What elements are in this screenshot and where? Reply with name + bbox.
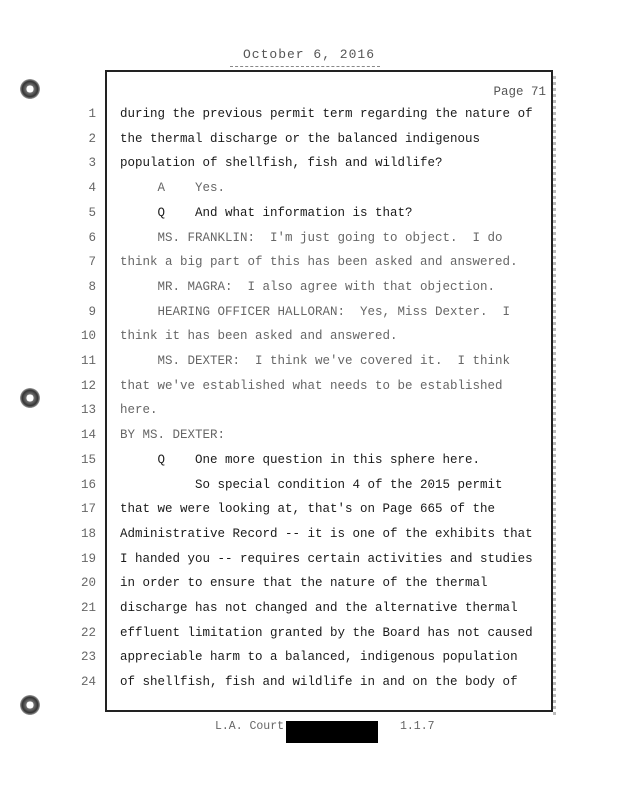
transcript-line: [0, 626, 618, 651]
line-text: Q And what information is that?: [120, 205, 413, 220]
line-text: appreciable harm to a balanced, indigenous population: [120, 650, 518, 665]
transcript-line: [0, 231, 618, 256]
line-number: 19: [80, 551, 96, 566]
transcript-line: [0, 280, 618, 305]
transcript-line: [0, 255, 618, 280]
line-number: 14: [80, 428, 96, 443]
line-number: 10: [80, 329, 96, 344]
line-text: that we've established what needs to be established: [120, 378, 503, 393]
transcript-line: [0, 354, 618, 379]
line-number: 17: [80, 502, 96, 517]
line-number: 20: [80, 576, 96, 591]
line-number: 12: [80, 378, 96, 393]
transcript-line: [0, 305, 618, 330]
line-text: A Yes.: [120, 181, 226, 196]
page-number-label: Page 71: [493, 85, 546, 99]
header-divider: [230, 66, 380, 68]
transcript-line: [0, 552, 618, 577]
line-number: 7: [88, 255, 96, 270]
transcript-line: [0, 601, 618, 626]
line-number: 9: [88, 304, 96, 319]
line-text: here.: [120, 403, 158, 418]
transcript-line: [0, 156, 618, 181]
line-number: 5: [88, 205, 96, 220]
transcript-line: [0, 527, 618, 552]
line-number: 13: [80, 403, 96, 418]
line-text: in order to ensure that the nature of the thermal: [120, 576, 488, 591]
transcript-line: [0, 478, 618, 503]
transcript-line: [0, 576, 618, 601]
line-text: BY MS. DEXTER:: [120, 428, 226, 443]
line-number: 16: [80, 477, 96, 492]
transcript-line: [0, 675, 618, 700]
line-text: that we were looking at, that's on Page 665 of the: [120, 502, 496, 517]
line-text: Administrative Record -- it is one of the exhibits that: [120, 526, 533, 541]
line-text: think a big part of this has been asked and answered.: [120, 255, 518, 270]
transcript-line: [0, 428, 618, 453]
line-text: discharge has not changed and the alternative thermal: [120, 601, 518, 615]
line-number: 24: [80, 675, 96, 690]
line-text: MR. MAGRA: I also agree with that objection.: [120, 279, 496, 294]
line-text: the thermal discharge or the balanced indigenous: [120, 131, 481, 146]
line-text: I handed you -- requires certain activities and studies: [120, 551, 533, 566]
transcript-line: [0, 379, 618, 404]
footer-right: 1.1.7: [400, 720, 435, 733]
line-number: 23: [80, 650, 96, 665]
line-text: So special condition 4 of the 2015 permit: [120, 477, 503, 492]
transcript-line: [0, 329, 618, 354]
transcript-line: [0, 650, 618, 675]
transcript-line: [0, 181, 618, 206]
transcript-line: [0, 107, 618, 132]
line-number: 8: [88, 279, 96, 294]
transcript-line: [0, 132, 618, 157]
header-date: October 6, 2016: [242, 47, 376, 62]
line-text: of shellfish, fish and wildlife in and on the body of: [120, 675, 518, 690]
line-number: 18: [80, 526, 96, 541]
transcript-line: [0, 403, 618, 428]
line-text: effluent limitation granted by the Board has not caused: [120, 625, 533, 640]
line-text: HEARING OFFICER HALLORAN: Yes, Miss Dexter. I: [120, 304, 511, 319]
footer-left: L.A. Court: [215, 720, 285, 733]
transcript-line: [0, 206, 618, 231]
line-text: during the previous permit term regarding the nature of: [120, 107, 533, 121]
line-text: population of shellfish, fish and wildlife?: [120, 156, 443, 171]
line-text: Q One more question in this sphere here.: [120, 452, 481, 467]
line-number: 3: [88, 156, 96, 171]
transcript-line: [0, 502, 618, 527]
punch-hole-icon: [20, 79, 40, 99]
line-text: MS. DEXTER: I think we've covered it. I think: [120, 354, 511, 368]
transcript-line: [0, 453, 618, 478]
line-number: 2: [88, 131, 96, 146]
line-number: 6: [88, 230, 96, 245]
line-number: 21: [80, 601, 96, 615]
line-text: think it has been asked and answered.: [120, 329, 398, 344]
line-text: MS. FRANKLIN: I'm just going to object. I do: [120, 230, 503, 245]
line-number: 4: [88, 181, 96, 196]
redaction-box: [286, 721, 378, 743]
line-number: 22: [80, 625, 96, 640]
line-number: 15: [80, 452, 96, 467]
line-number: 11: [80, 354, 96, 368]
line-number: 1: [88, 107, 96, 121]
